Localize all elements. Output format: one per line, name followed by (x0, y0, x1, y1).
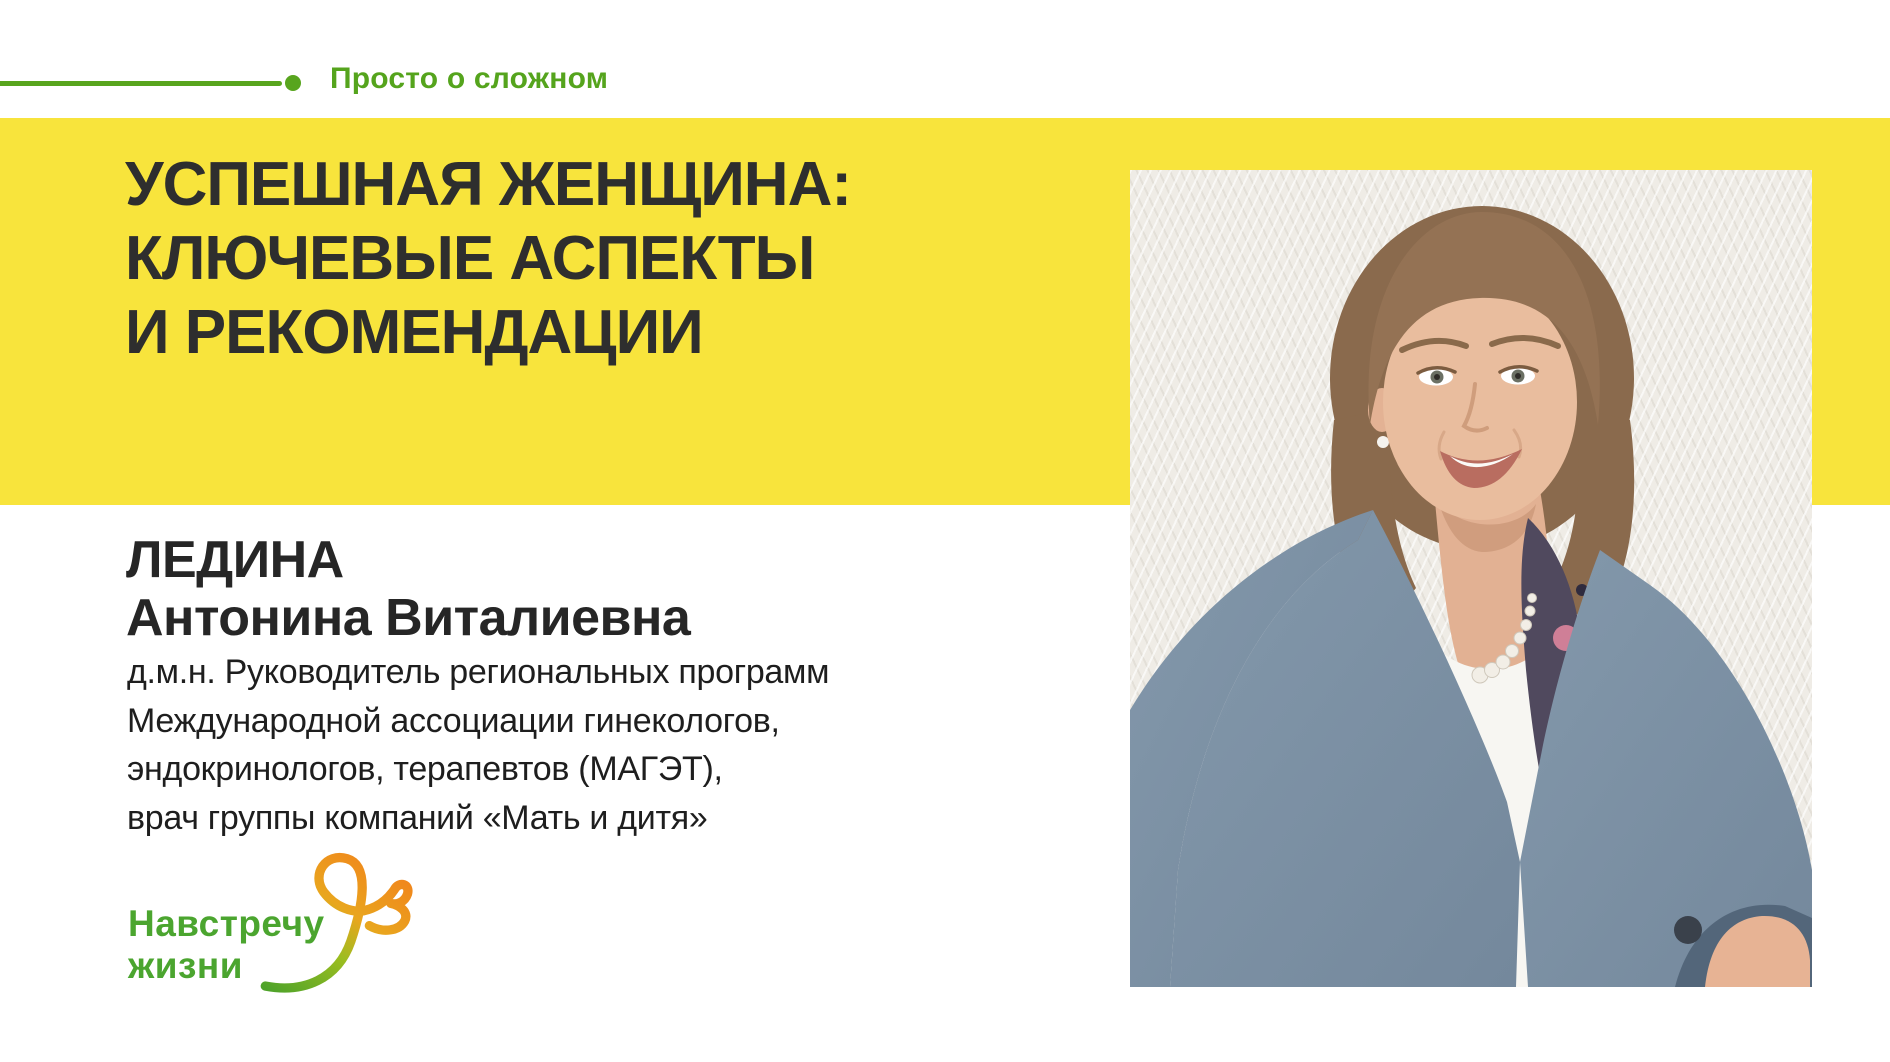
logo-line-1: Навстречу (128, 903, 325, 944)
tagline: Просто о сложном (330, 62, 609, 95)
logo-line-2: жизни (128, 945, 243, 986)
credentials-line-3: эндокринологов, терапевтов (МАГЭТ), (127, 750, 723, 788)
accent-line (0, 81, 282, 86)
accent-dot-icon (285, 75, 301, 91)
speaker-given-names: Антонина Виталиевна (126, 589, 691, 647)
speaker-name (126, 531, 690, 647)
speaker-portrait-image (1130, 170, 1812, 987)
speaker-credentials (127, 648, 829, 842)
blazer-button (1674, 916, 1702, 944)
credentials-line-2: Международной ассоциации гинекологов, (127, 701, 780, 740)
page-title-line-2: КЛЮЧЕВЫЕ АСПЕКТЫ (125, 224, 815, 293)
page-title (125, 148, 851, 370)
pearl-earring (1377, 436, 1389, 448)
speaker-portrait-photo (1130, 170, 1812, 987)
credentials-line-4: врач группы компаний «Мать и дитя» (127, 798, 708, 837)
page-title-line-1: УСПЕШНАЯ ЖЕНЩИНА: (125, 150, 852, 219)
credentials-line-1: д.м.н. Руководитель региональных программ (127, 653, 830, 691)
page-title-line-3: И РЕКОМЕНДАЦИИ (125, 298, 703, 367)
speaker-surname: ЛЕДИНА (126, 531, 344, 589)
butterfly-icon (256, 845, 414, 997)
